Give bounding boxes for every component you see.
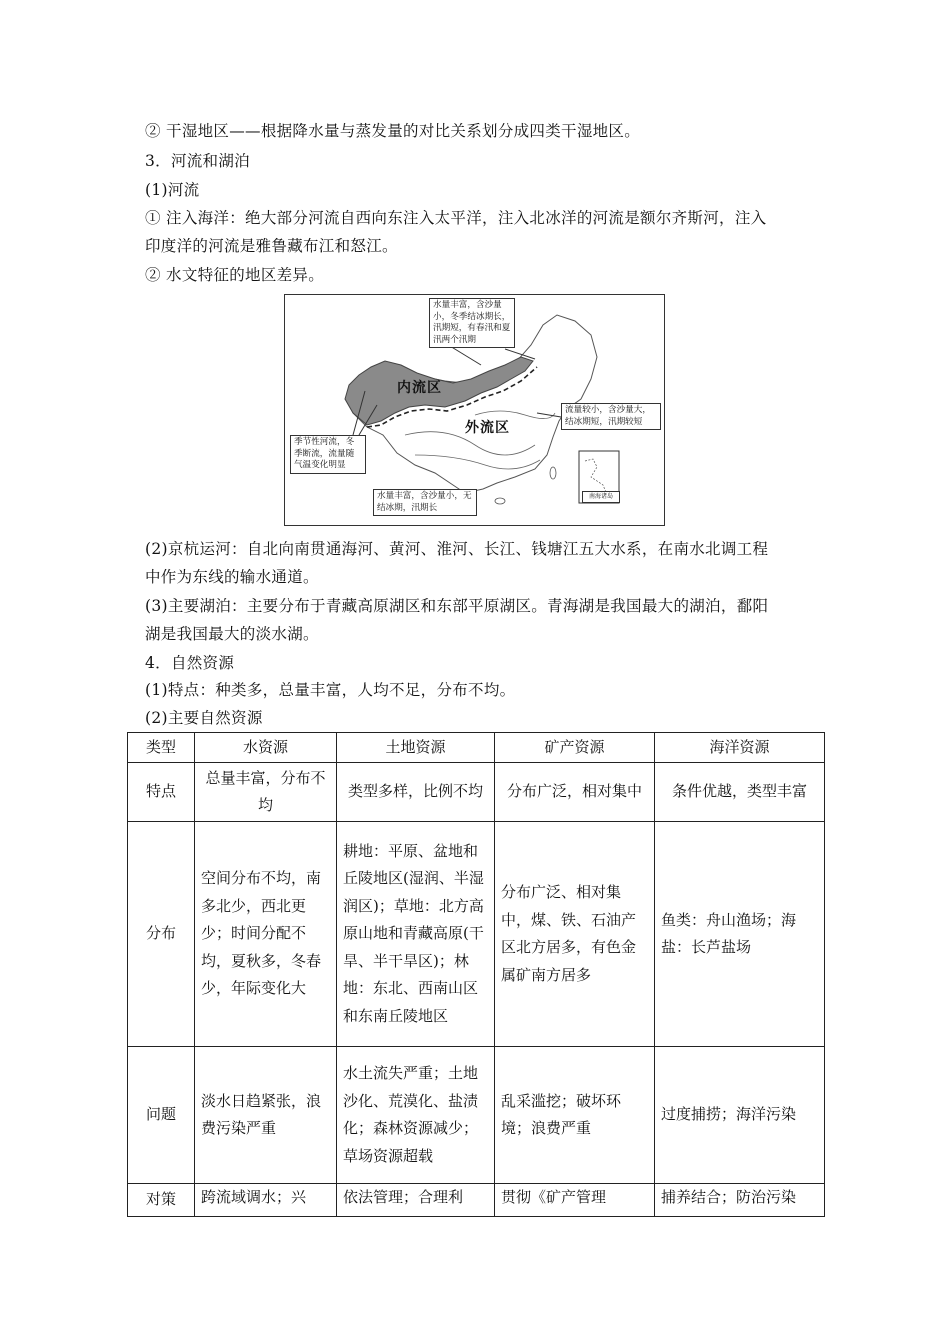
row-label: 特点: [128, 763, 195, 822]
cell-water: 跨流域调水；兴: [195, 1184, 337, 1217]
cell-land: 依法管理；合理利: [337, 1184, 495, 1217]
cell-land: 耕地：平原、盆地和丘陵地区(湿润、半湿润区)；草地：北方高原山地和青藏高原(干旱、半干旱区)；林地：东北、西南山区和东南丘陵地区: [337, 822, 495, 1047]
paragraph-grand-canal: (2)京杭运河：自北向南贯通海河、黄河、淮河、长江、钱塘江五大水系，在南水北调工程: [145, 540, 769, 558]
cell-ocean: 捕养结合；防治污染: [655, 1184, 825, 1217]
subheading-rivers: (1)河流: [145, 181, 200, 199]
table-row: [128, 1047, 825, 1184]
inland-drainage-label: 内流区: [397, 380, 442, 396]
paragraph-dry-wet-regions: ② 干湿地区——根据降水量与蒸发量的对比关系划分成四类干湿地区。: [145, 122, 641, 140]
paragraph-grand-canal-cont: 中作为东线的输水通道。: [145, 568, 319, 586]
callout-northwest-rivers: 季节性河流，冬季断流，流量随气温变化明显: [290, 435, 366, 474]
paragraph-main-lakes-cont: 湖是我国最大的淡水湖。: [145, 625, 319, 643]
cell-water: 总量丰富，分布不均: [195, 763, 337, 822]
row-label: 问题: [128, 1047, 195, 1184]
cell-mineral: 乱采滥挖；破坏环境；浪费严重: [495, 1047, 655, 1184]
table-row: [128, 822, 825, 1047]
paragraph-ocean-inflow-cont: 印度洋的河流是雅鲁藏布江和怒江。: [145, 237, 398, 255]
cell-water: 空间分布不均，南多北少，西北更少；时间分配不均，夏秋多，冬春少，年际变化大: [195, 822, 337, 1047]
paragraph-hydro-difference: ② 水文特征的地区差异。: [145, 266, 325, 284]
paragraph-ocean-inflow: ① 注入海洋：绝大部分河流自西向东注入太平洋，注入北冰洋的河流是额尔齐斯河，注入: [145, 209, 767, 227]
header-type: 类型: [128, 733, 195, 763]
cell-land: 水土流失严重；土地沙化、荒漠化、盐渍化；森林资源减少；草场资源超载: [337, 1047, 495, 1184]
header-water: 水资源: [195, 733, 337, 763]
heading-natural-resources: 4．自然资源: [145, 654, 235, 672]
header-mineral: 矿产资源: [495, 733, 655, 763]
callout-northeast-rivers: 水量丰富，含沙量小，冬季结冰期长，汛期短，有春汛和夏汛两个汛期: [429, 298, 515, 348]
natural-resources-table: [127, 732, 825, 1217]
callout-south-rivers: 水量丰富，含沙量小，无结冰期，汛期长: [373, 489, 477, 516]
cell-water: 淡水日趋紧张，浪费污染严重: [195, 1047, 337, 1184]
table-header-row: [128, 733, 825, 763]
cell-mineral: 分布广泛，相对集中: [495, 763, 655, 822]
cell-mineral: 贯彻《矿产管理: [495, 1184, 655, 1217]
subheading-main-resources: (2)主要自然资源: [145, 709, 263, 727]
cell-ocean: 条件优越，类型丰富: [655, 763, 825, 822]
cell-mineral: 分布广泛、相对集中，煤、铁、石油产区北方居多，有色金属矿南方居多: [495, 822, 655, 1047]
table-row: [128, 763, 825, 822]
south-china-sea-inset-label: 南海诸岛: [582, 491, 620, 503]
heading-rivers-lakes: 3．河流和湖泊: [145, 152, 250, 170]
china-river-map-figure: [284, 294, 665, 526]
paragraph-main-lakes: (3)主要湖泊：主要分布于青藏高原湖区和东部平原湖区。青海湖是我国最大的湖泊，鄱阳: [145, 597, 769, 615]
table-row: [128, 1184, 825, 1217]
cell-ocean: 鱼类：舟山渔场；海盐：长芦盐场: [655, 822, 825, 1047]
callout-north-rivers: 流量较小，含沙量大，结冰期短，汛期较短: [561, 403, 661, 430]
outer-drainage-label: 外流区: [465, 420, 510, 436]
row-label: 对策: [128, 1184, 195, 1217]
header-land: 土地资源: [337, 733, 495, 763]
cell-ocean: 过度捕捞；海洋污染: [655, 1047, 825, 1184]
header-ocean: 海洋资源: [655, 733, 825, 763]
paragraph-resource-features: (1)特点：种类多，总量丰富，人均不足，分布不均。: [145, 681, 516, 699]
cell-land: 类型多样，比例不均: [337, 763, 495, 822]
row-label: 分布: [128, 822, 195, 1047]
